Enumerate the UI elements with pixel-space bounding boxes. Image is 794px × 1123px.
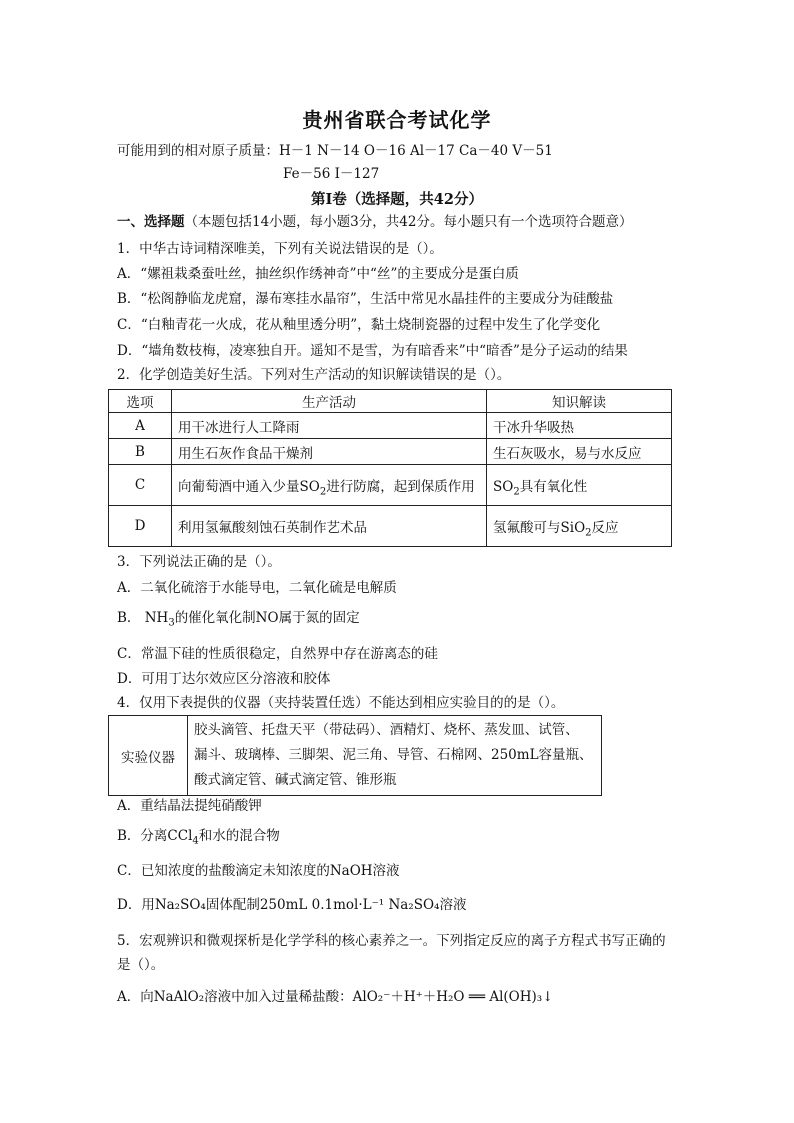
- q5-option-a: A．向NaAlO₂溶液中加入过量稀盐酸：AlO₂⁻＋H⁺＋H₂O ══ Al(OH)₃↓: [117, 989, 554, 1005]
- part1-heading-desc: （本题包括14小题，每小题3分，共42分。每小题只有一个选项符合题意）: [184, 214, 633, 230]
- q1-option-d: D．“墙角数枝梅，凌寒独自开。遥知不是雪，为有暗香来”中“暗香”是分子运动的结果: [117, 343, 628, 359]
- table-row: [109, 716, 602, 796]
- table-row: [109, 413, 672, 439]
- atomic-mass-label: 可能用到的相对原子质量：: [117, 143, 279, 159]
- q2-row-c-knowledge: [487, 465, 672, 506]
- table-row: [109, 465, 672, 506]
- q2-header-activity: 生产活动: [172, 390, 487, 413]
- q2-row-d-knowledge: [487, 506, 672, 547]
- q1-option-a: A．“嫘祖栽桑蚕吐丝，抽丝织作绣神奇”中“丝”的主要成分是蛋白质: [117, 266, 519, 282]
- q4-option-a: A．重结晶法提纯硝酸钾: [117, 798, 262, 814]
- q2-row-c-option: C: [109, 465, 172, 506]
- q3-option-c: C．常温下硅的性质很稳定，自然界中存在游离态的硅: [117, 646, 438, 662]
- q4-option-b-post: 和水的混合物: [198, 828, 280, 844]
- table-row: [109, 439, 672, 465]
- q2-header-option: 选项: [109, 390, 172, 413]
- q3-option-b-sub: 3: [168, 617, 175, 629]
- q2-row-c-knowledge-post: 具有氧化性: [519, 479, 588, 495]
- q4-table-label: 实验仪器: [109, 716, 188, 796]
- q3-option-d: D．可用丁达尔效应区分溶液和胶体: [117, 671, 331, 687]
- part1-heading: [117, 213, 632, 231]
- q4-instrument-line-1: 胶头滴管、托盘天平（带砝码）、酒精灯、烧杯、蒸发皿、试管、: [194, 722, 579, 738]
- atomic-mass-values-2: Fe－56 I－127: [283, 166, 380, 182]
- q2-row-c-activity-pre: 向葡萄酒中通入少量SO: [178, 479, 320, 495]
- q4-option-b-pre: B．分离CCl: [117, 828, 193, 844]
- q2-row-d-activity: 利用氢氟酸刻蚀石英制作艺术品: [172, 506, 487, 547]
- q4-instrument-line-3: 酸式滴定管、碱式滴定管、锥形瓶: [194, 772, 397, 788]
- q2-row-a-activity: 用干冰进行人工降雨: [172, 413, 487, 439]
- q4-option-d: D．用Na₂SO₄固体配制250mL 0.1mol·L⁻¹ Na₂SO₄溶液: [117, 897, 467, 913]
- q4-stem: 4．仅用下表提供的仪器（夹持装置任选）不能达到相应实验目的的是（）。: [117, 695, 565, 711]
- q2-table-header-row: [109, 390, 672, 413]
- q2-row-d-option: D: [109, 506, 172, 547]
- q1-option-b: B．“松阁静临龙虎窟，瀑布寒挂水晶帘”，生活中常见水晶挂件的主要成分为硅酸盐: [117, 291, 614, 307]
- table-row: [109, 506, 672, 547]
- q2-row-d-knowledge-pre: 氢氟酸可与SiO: [493, 520, 586, 536]
- q2-row-b-activity: 用生石灰作食品干燥剂: [172, 439, 487, 465]
- q1-option-c: C．“白釉青花一火成，花从釉里透分明”，黏土烧制瓷器的过程中发生了化学变化: [117, 317, 601, 333]
- q4-option-b-sub: 4: [192, 835, 199, 847]
- q5-stem-line-1: 5．宏观辨识和微观探析是化学学科的核心素养之一。下列指定反应的离子方程式书写正确的: [117, 933, 666, 949]
- q4-instrument-list: [188, 716, 602, 796]
- q4-option-b: [117, 827, 280, 845]
- q2-row-c-knowledge-pre: SO: [493, 479, 514, 495]
- q2-row-d-knowledge-sub: 2: [585, 527, 592, 539]
- q4-instrument-line-2: 漏斗、玻璃棒、三脚架、泥三角、导管、石棉网、250mL容量瓶、: [194, 747, 593, 763]
- q3-stem: 3．下列说法正确的是（）。: [117, 554, 281, 570]
- q5-stem-line-2: 是（）。: [117, 957, 165, 973]
- q2-row-c-knowledge-sub: 2: [513, 486, 520, 498]
- q3-option-b-pre: B． NH: [117, 610, 169, 626]
- atomic-mass-values-1: H－1 N－14 O－16 Al－17 Ca－40 V－51: [279, 143, 553, 159]
- q3-option-b-post: 的催化氧化制NO属于氮的固定: [174, 610, 360, 626]
- atomic-mass-line-1: [117, 142, 553, 160]
- q2-row-d-knowledge-post: 反应: [591, 520, 619, 536]
- q2-stem: 2．化学创造美好生活。下列对生产活动的知识解读错误的是（）。: [117, 367, 511, 383]
- q2-row-c-activity-post: 进行防腐，起到保质作用: [326, 479, 475, 495]
- q2-row-c-activity-sub: 2: [319, 486, 327, 498]
- q4-table: [108, 715, 602, 796]
- page-title: 贵州省联合考试化学: [302, 108, 492, 132]
- q2-row-b-knowledge: 生石灰吸水，易与水反应: [487, 439, 672, 465]
- q2-row-b-option: B: [109, 439, 172, 465]
- part1-heading-title: 一、选择题: [117, 214, 185, 230]
- q4-option-c: C．已知浓度的盐酸滴定未知浓度的NaOH溶液: [117, 863, 400, 879]
- q2-header-knowledge: 知识解读: [487, 390, 672, 413]
- q3-option-b: [117, 609, 360, 627]
- q1-stem: 1．中华古诗词精深唯美，下列有关说法错误的是（）。: [117, 241, 443, 257]
- q2-row-c-activity: [172, 465, 487, 506]
- q2-row-a-knowledge: 干冰升华吸热: [487, 413, 672, 439]
- section-title: 第Ⅰ卷（选择题，共42分）: [311, 191, 483, 208]
- q2-table: [108, 389, 672, 547]
- q2-row-a-option: A: [109, 413, 172, 439]
- q3-option-a: A．二氧化硫溶于水能导电，二氧化硫是电解质: [117, 580, 397, 596]
